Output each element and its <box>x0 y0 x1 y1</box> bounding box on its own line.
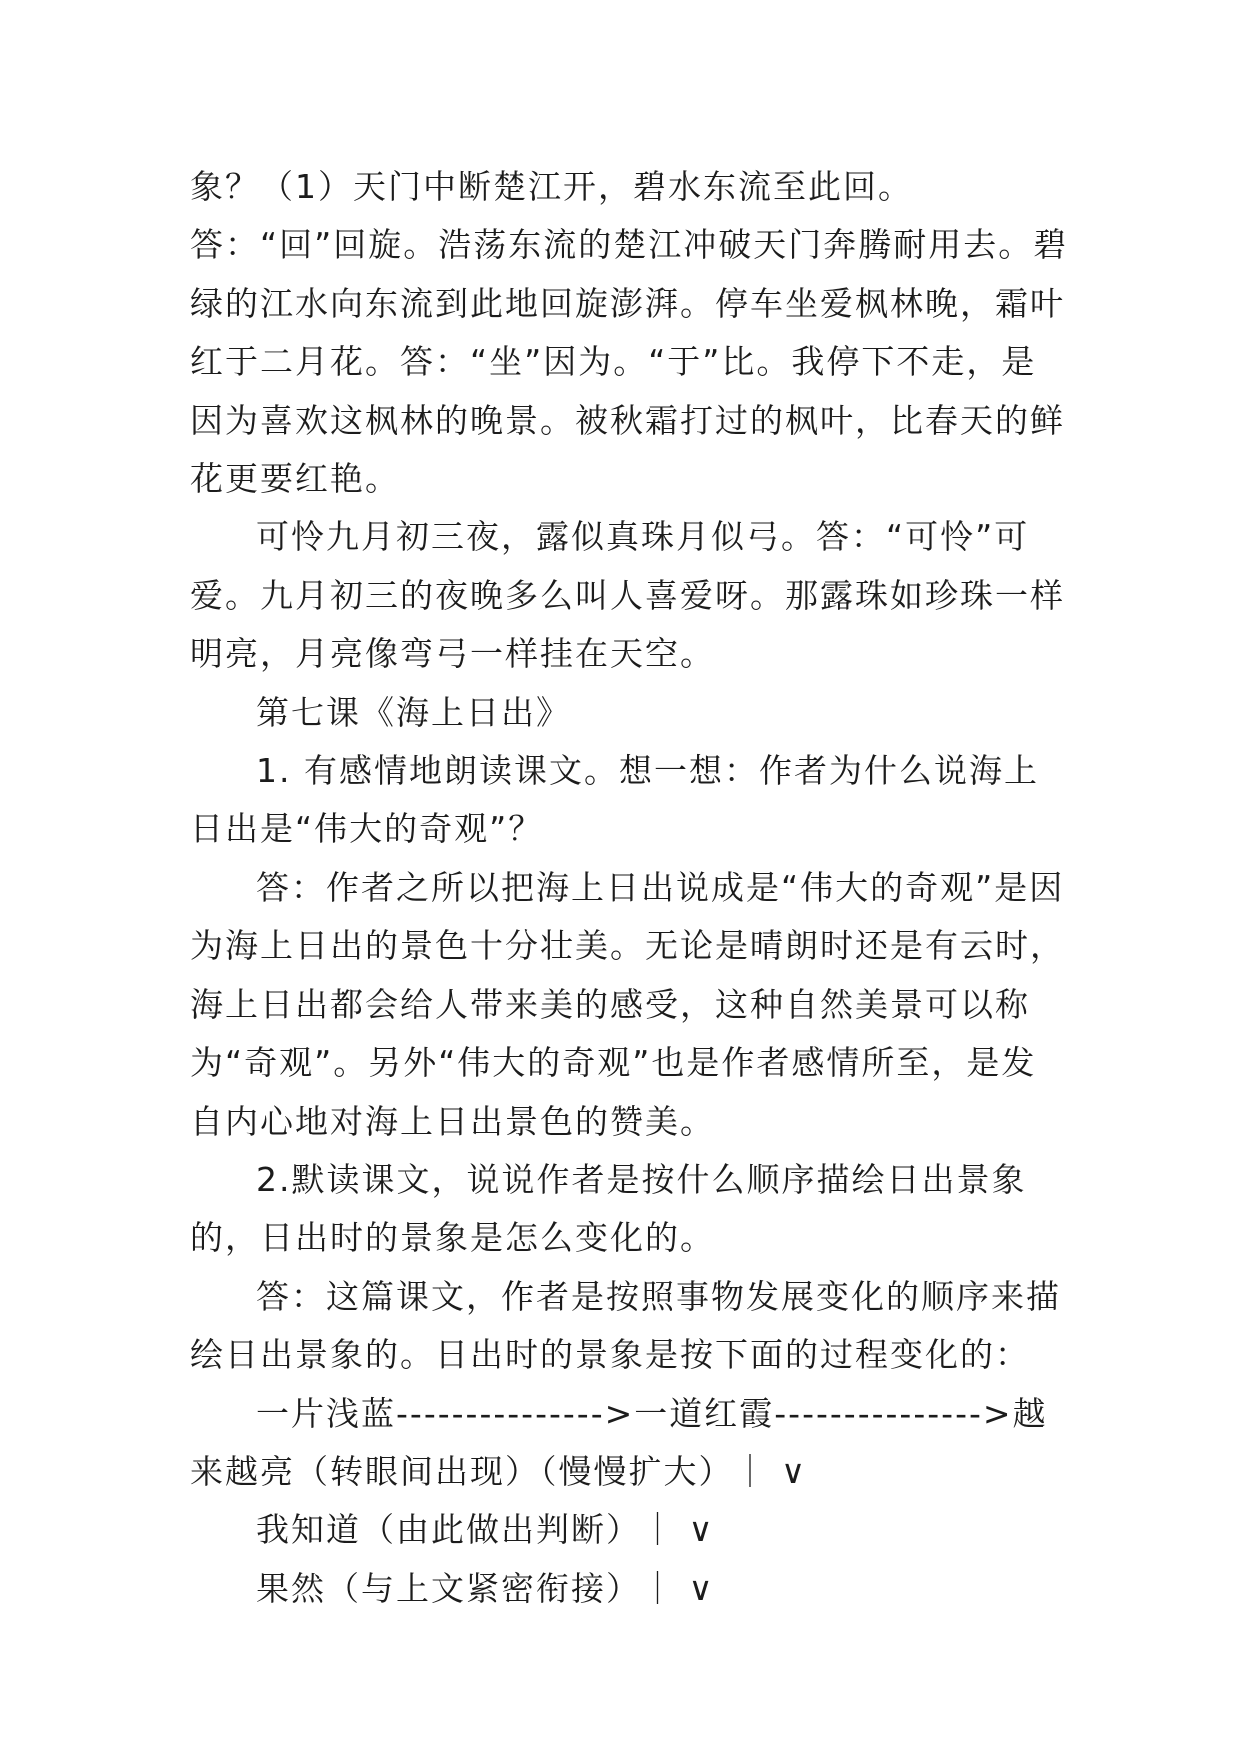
paragraph-poem-notes: 象？（1）天门中断楚江开，碧水东流至此回。答：“回”回旋。浩荡东流的楚江冲破天门奔腾耐用去。碧绿的江水向东流到此地回旋澎湃。停车坐爱枫林晚，霜叶红于二月花。答：“坐”因为。“于”比。我停下不走，是因为喜欢这枫林的晚景。被秋霜打过的枫叶，比春天的鲜花更要红艳。 <box>190 167 1069 499</box>
lesson-title: 第七课《海上日出》 <box>256 692 571 732</box>
sequence-line-3: 果然（与上文紧密衔接）｜ ∨ <box>256 1568 715 1608</box>
answer-2: 答：这篇课文，作者是按照事物发展变化的顺序来描绘日出景象的。日出时的景象是按下面的过程变化的： <box>190 1276 1061 1375</box>
sequence-line-2: 我知道（由此做出判断）｜ ∨ <box>256 1510 715 1550</box>
body-text <box>190 158 1070 1618</box>
sequence-line-1: 一片浅蓝--------------->一道红霞--------------->越来越亮（转眼间出现）（慢慢扩大）｜ ∨ <box>190 1393 1048 1491</box>
answer-1: 答：作者之所以把海上日出说成是“伟大的奇观”是因为海上日出的景色十分壮美。无论是晴朗时还是有云时，海上日出都会给人带来美的感受，这种自然美景可以称为“奇观”。另外“伟大的奇观”也是作者感情所至，是发自内心地对海上日出景色的赞美。 <box>190 867 1065 1141</box>
question-1: 1. 有感情地朗读课文。想一想：作者为什么说海上日出是“伟大的奇观”？ <box>190 751 1039 849</box>
question-2: 2.默读课文，说说作者是按什么顺序描绘日出景象的，日出时的景象是怎么变化的。 <box>190 1159 1027 1258</box>
paragraph-poem-notes-2: 可怜九月初三夜，露似真珠月似弓。答：“可怜”可爱。九月初三的夜晚多么叫人喜爱呀。那露珠如珍珠一样明亮，月亮像弯弓一样挂在天空。 <box>190 517 1065 674</box>
